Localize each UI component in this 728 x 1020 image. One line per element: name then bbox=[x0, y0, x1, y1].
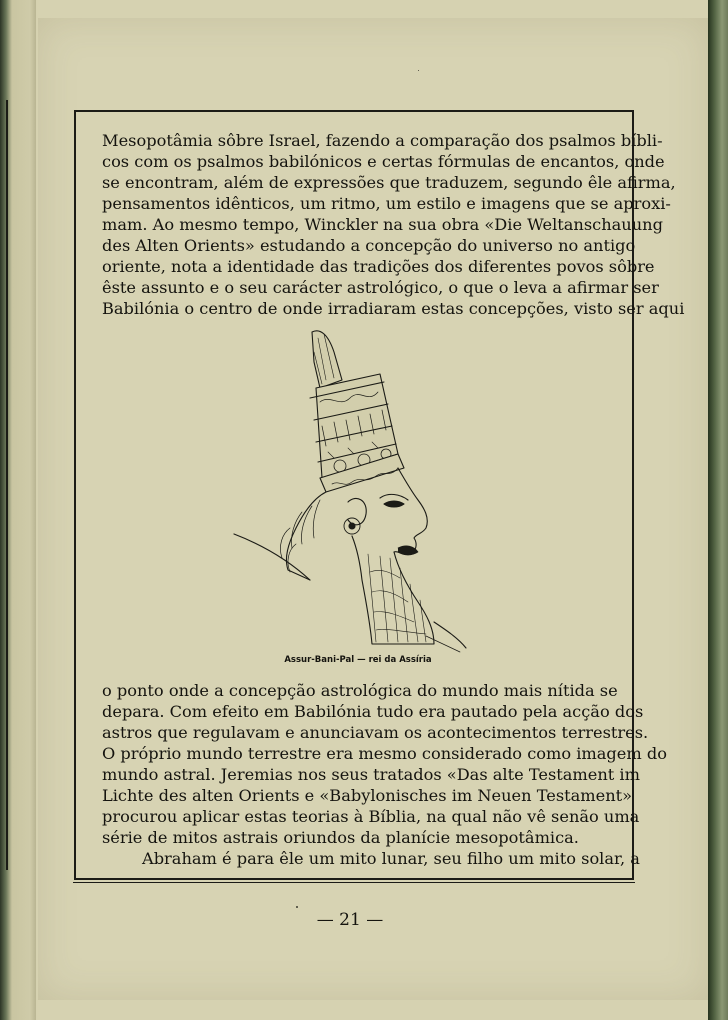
text-line: série de mitos astrais oriundos da planície mesopotâmica. bbox=[102, 828, 579, 847]
page-number: — 21 — bbox=[316, 910, 384, 930]
text-line: mam. Ao mesmo tempo, Winckler na sua obra «Die Weltanschauung bbox=[102, 215, 663, 234]
text-line: des Alten Orients» estudando a concepção do universo no antigo bbox=[102, 236, 636, 255]
text-line: oriente, nota a identidade das tradições dos diferentes povos sôbre bbox=[102, 257, 655, 276]
text-line: pensamentos idênticos, um ritmo, um estilo e imagens que se aproxi- bbox=[102, 194, 671, 213]
left-page-rule bbox=[0, 100, 8, 870]
text-line: O próprio mundo terrestre era mesmo considerado como imagem do bbox=[102, 744, 667, 763]
text-line: procurou aplicar estas teorias à Bíblia, na qual não vê senão uma bbox=[102, 807, 640, 826]
paragraph-top bbox=[102, 130, 685, 319]
text-line: Abraham é para êle um mito lunar, seu filho um mito solar, a bbox=[142, 849, 640, 868]
figure-caption: Assur-Bani-Pal — rei da Assíria bbox=[284, 655, 432, 665]
text-line: Babilónia o centro de onde irradiaram estas concepções, visto ser aqui bbox=[102, 299, 685, 318]
text-line: Lichte des alten Orients e «Babylonisches im Neuen Testament» bbox=[102, 786, 633, 805]
text-line: se encontram, além de expressões que traduzem, segundo êle afirma, bbox=[102, 173, 676, 192]
text-line: depara. Com efeito em Babilónia tudo era pautado pela acção dos bbox=[102, 702, 644, 721]
ink-speck bbox=[418, 70, 419, 71]
text-line: o ponto onde a concepção astrológica do mundo mais nítida se bbox=[102, 681, 618, 700]
text-line: astros que regulavam e anunciavam os acontecimentos terrestres. bbox=[102, 723, 649, 742]
assurbanipal-illustration bbox=[230, 322, 480, 657]
paragraph-bottom bbox=[102, 680, 667, 869]
right-page-edge bbox=[708, 0, 728, 1020]
ink-speck bbox=[296, 906, 298, 908]
text-line: Mesopotâmia sôbre Israel, fazendo a comparação dos psalmos bíbli- bbox=[102, 131, 663, 150]
text-line: cos com os psalmos babilónicos e certas fórmulas de encantos, onde bbox=[102, 152, 665, 171]
text-line: êste assunto e o seu carácter astrológico, o que o leva a afirmar ser bbox=[102, 278, 659, 297]
text-line: mundo astral. Jeremias nos seus tratados «Das alte Testament im bbox=[102, 765, 640, 784]
